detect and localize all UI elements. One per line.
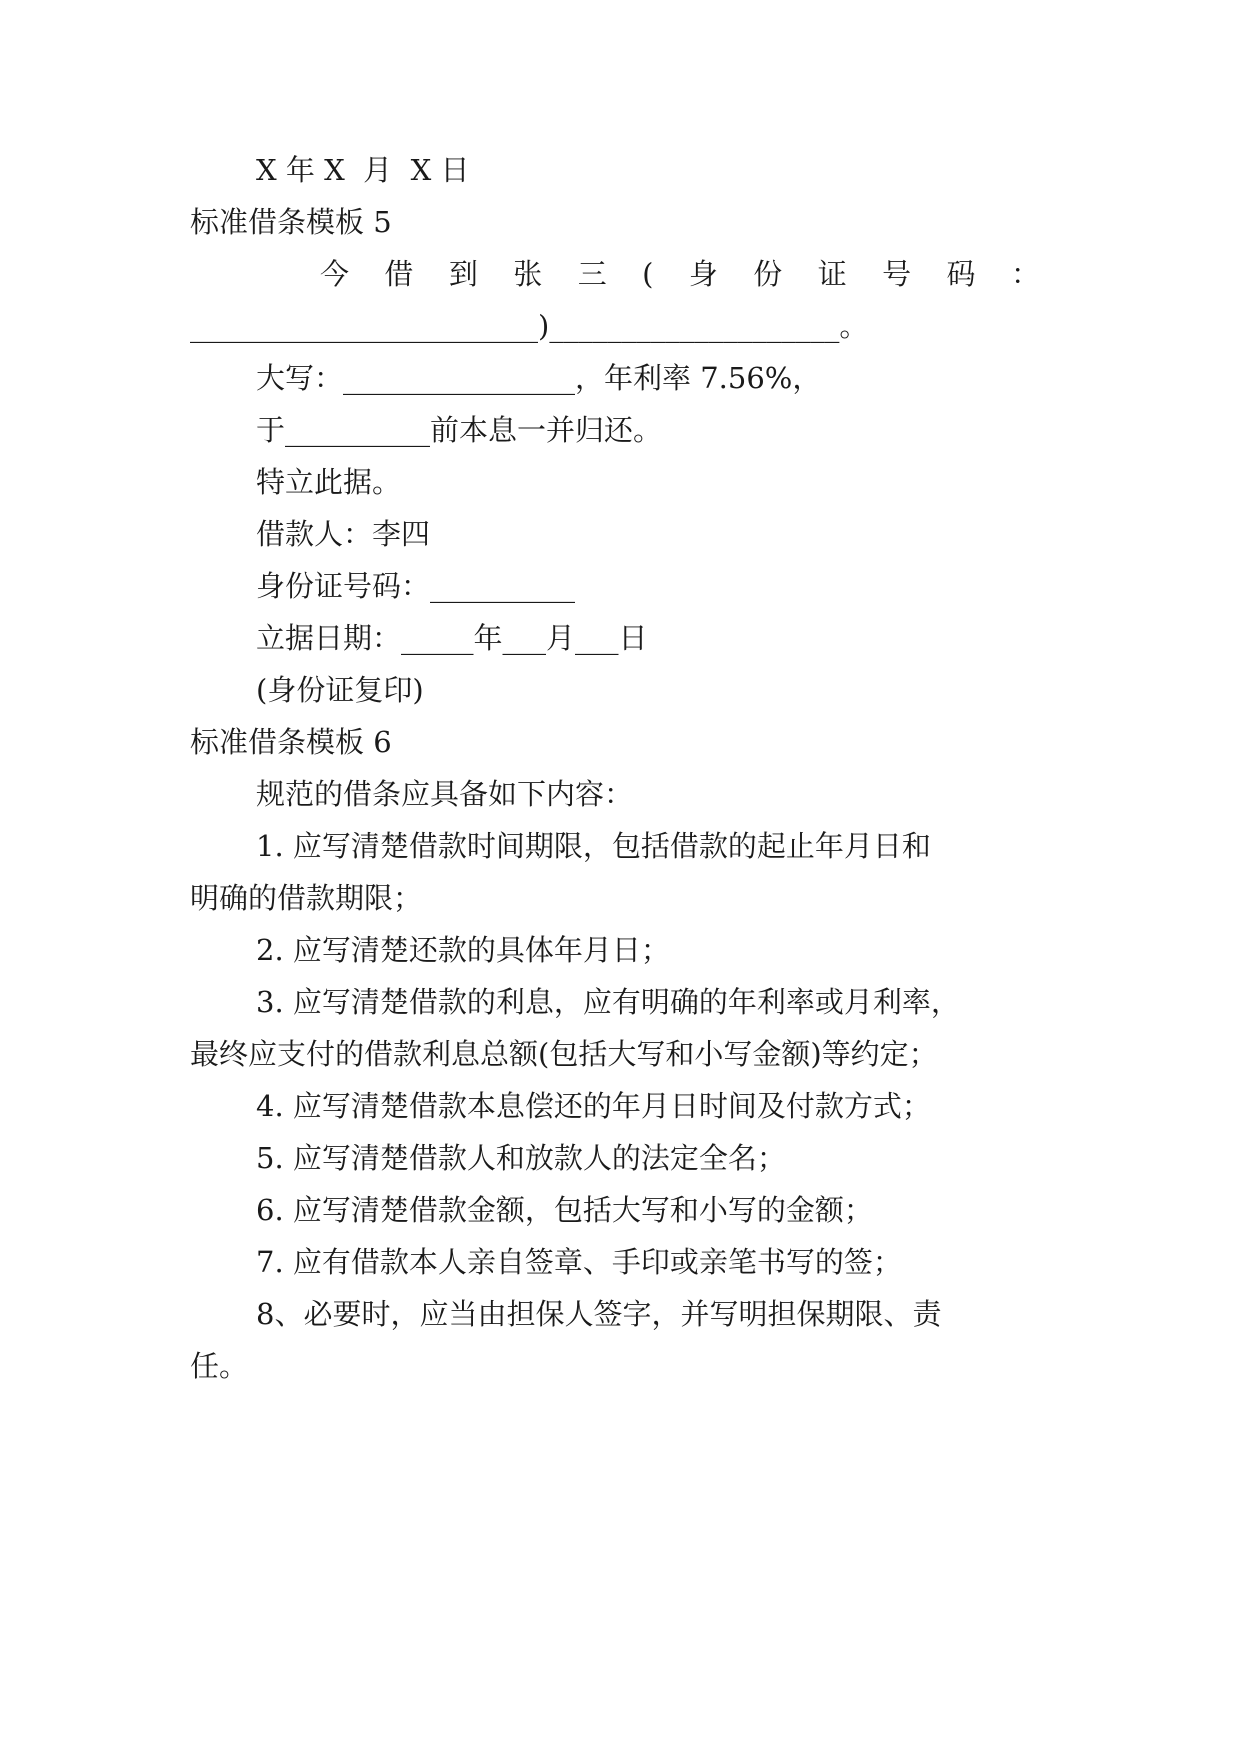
requirement-item-4: 4. 应写清楚借款本息偿还的年月日时间及付款方式；	[256, 1089, 931, 1123]
requirement-item-8: 8、必要时，应当由担保人签字，并写明担保期限、责	[256, 1297, 942, 1331]
requirement-item-8-cont: 任。	[190, 1349, 249, 1383]
requirement-item-6: 6. 应写清楚借款金额，包括大写和小写的金额；	[256, 1193, 873, 1227]
requirement-item-7: 7. 应有借款本人亲自签章、手印或亲笔书写的签；	[256, 1245, 902, 1279]
requirement-item-1: 1. 应写清楚借款时间期限，包括借款的起止年月日和	[256, 829, 931, 863]
requirement-item-2: 2. 应写清楚还款的具体年月日；	[256, 933, 670, 967]
loan-intro-char: 借	[384, 257, 414, 291]
date-issued-line: 立据日期：_____年___月___日	[256, 621, 648, 655]
loan-intro-char: 身	[688, 257, 718, 291]
loan-intro-char: 到	[448, 257, 478, 291]
loan-intro-char: 张	[513, 257, 543, 291]
loan-intro-char: 码	[946, 257, 976, 291]
id-copy-line: (身份证复印)	[256, 673, 424, 707]
loan-intro-line-2: ________________________)____________________。	[190, 309, 869, 343]
loan-intro-char: ：	[1010, 257, 1040, 291]
loan-intro-char: 今	[320, 257, 350, 291]
return-line: 于__________前本息一并归还。	[256, 413, 663, 447]
requirement-item-5: 5. 应写清楚借款人和放款人的法定全名；	[256, 1141, 786, 1175]
amount-line: 大写：________________，年利率 7.56%，	[256, 361, 822, 395]
borrower-line: 借款人：李四	[256, 517, 431, 551]
loan-intro-char: 号	[882, 257, 912, 291]
loan-intro-char: 证	[817, 257, 847, 291]
date-line: X 年 X 月 X 日	[256, 153, 470, 187]
requirements-intro: 规范的借条应具备如下内容：	[256, 777, 634, 811]
hereby-line: 特立此据。	[256, 465, 402, 499]
loan-intro-line	[320, 254, 1040, 294]
requirement-item-3-cont: 最终应支付的借款利息总额(包括大写和小写金额)等约定；	[190, 1037, 938, 1071]
heading-template-6: 标准借条模板 6	[190, 725, 392, 759]
loan-intro-char: (	[642, 257, 654, 291]
loan-intro-char: 份	[753, 257, 783, 291]
loan-intro-char: 三	[577, 257, 607, 291]
requirement-item-1-cont: 明确的借款期限；	[190, 881, 423, 915]
id-number-line: 身份证号码：__________	[256, 569, 576, 603]
requirement-item-3: 3. 应写清楚借款的利息，应有明确的年利率或月利率，	[256, 985, 960, 1019]
heading-template-5: 标准借条模板 5	[190, 205, 392, 239]
